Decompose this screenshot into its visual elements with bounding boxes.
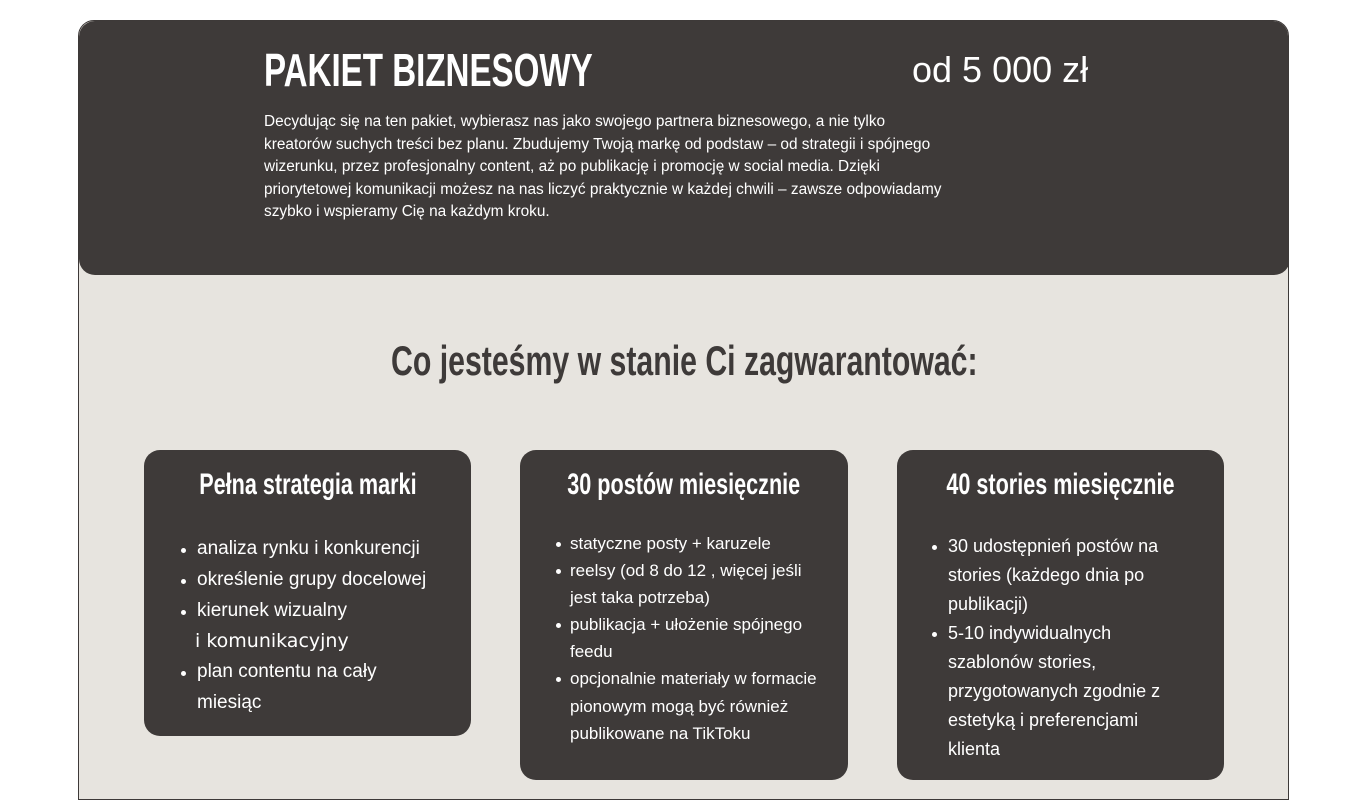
list-item: kierunek wizualny <box>197 596 471 627</box>
card-brand-strategy <box>144 450 471 736</box>
list-item: statyczne posty + karuzele <box>570 530 820 557</box>
package-description: Decydując się na ten pakiet, wybierasz nas jako swojego partnera biznesowego, a nie tylko kreatorów suchych treści bez planu. Zbudujemy Twoją markę od podstaw – od strategii i spójnego wizerunku, przez profesjonalny content, aż po publikację i promocję w social media. Dzięki priorytetowej komunikacji możesz na nas liczyć praktycznie w każdej chwili – zawsze odpowiadamy szybko i wspieramy Cię na każdym kroku. <box>264 113 942 221</box>
card-title-text: 40 stories miesięcznie <box>946 468 1175 501</box>
package-hero <box>79 21 1289 275</box>
list-item: analiza rynku i konkurencji <box>197 534 471 565</box>
guarantee-headline-text: Co jesteśmy w stanie Ci zagwarantować: <box>391 337 978 384</box>
list-item: plan contentu na cały miesiąc <box>197 657 397 719</box>
guarantee-headline <box>79 337 1289 385</box>
list-item: określenie grupy docelowej <box>197 565 471 596</box>
feature-list <box>897 532 1224 764</box>
feature-list-continued <box>144 657 471 719</box>
card-title <box>520 468 848 508</box>
card-title <box>897 468 1224 508</box>
package-price: od 5 000 zł <box>912 49 1089 90</box>
card-title <box>144 468 471 508</box>
list-item: 30 udostępnień postów na stories (każdego dnia po publikacji) <box>948 532 1188 619</box>
feature-list <box>144 534 471 626</box>
card-title-text: Pełna strategia marki <box>198 468 417 501</box>
list-item: 5-10 indywidualnych szablonów stories, przygotowanych zgodnie z estetyką i preferencjami klienta <box>948 619 1188 764</box>
card-title-text: 30 postów miesięcznie <box>567 468 801 501</box>
list-item: opcjonalnie materiały w formacie pionowym mogą być również publikowane na TikToku <box>570 665 820 746</box>
package-title: PAKIET BIZNESOWY <box>264 44 593 96</box>
list-item: publikacja + ułożenie spójnego feedu <box>570 611 820 665</box>
package-frame <box>78 20 1289 800</box>
card-monthly-stories <box>897 450 1224 780</box>
feature-list <box>520 530 848 747</box>
list-item-continuation: i komunikacyjny <box>195 630 349 653</box>
card-monthly-posts <box>520 450 848 780</box>
list-item: reelsy (od 8 do 12 , więcej jeśli jest taka potrzeba) <box>570 557 820 611</box>
